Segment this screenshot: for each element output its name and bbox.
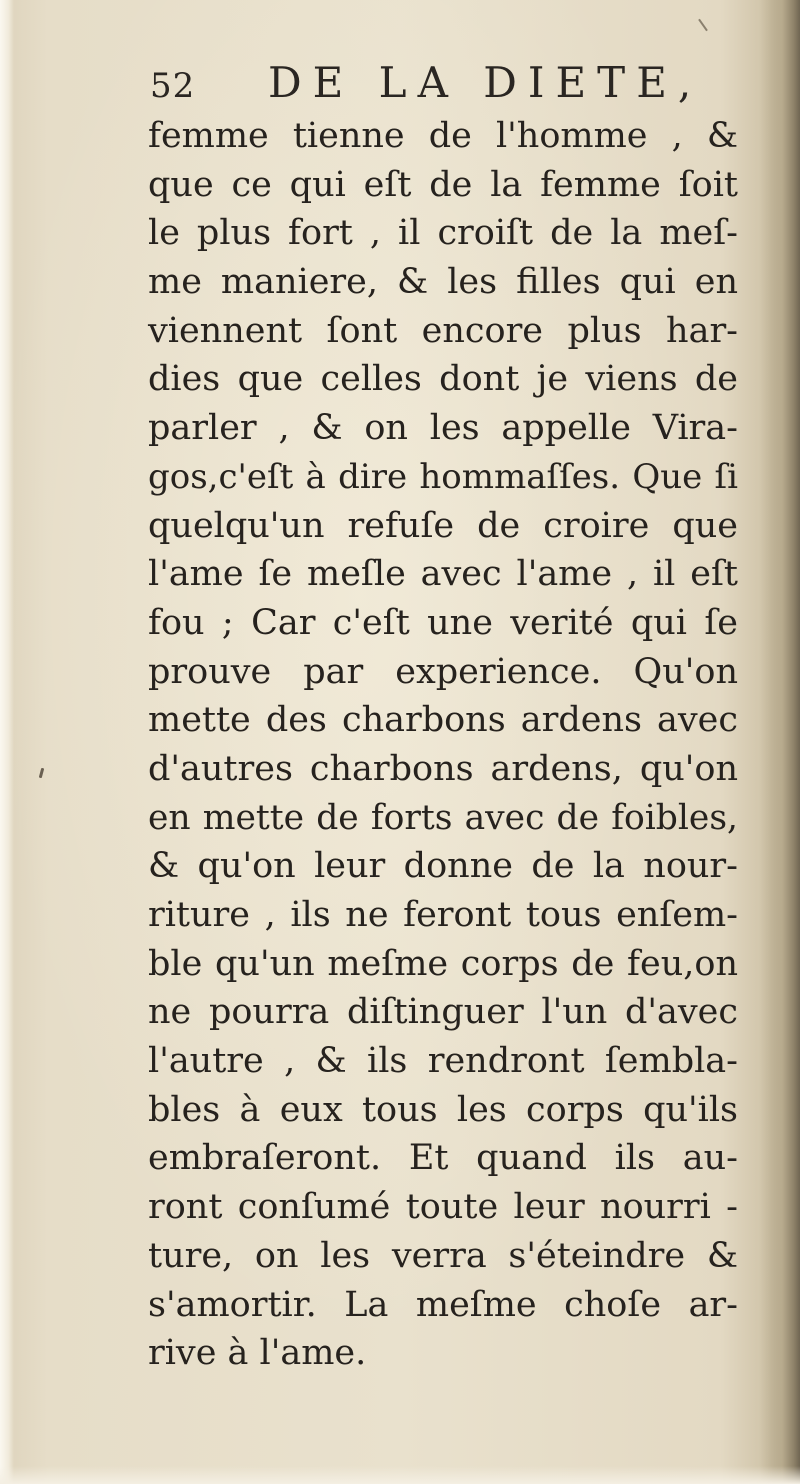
text-line: que ce qui eſt de la femme ſoit (148, 164, 738, 205)
page-left-edge (0, 0, 14, 1484)
text-line: l'ame ſe meſle avec l'ame , il eſt (148, 554, 738, 595)
text-line: quelqu'un refuſe de croire que (148, 505, 738, 546)
text-line: embraſeront. Et quand ils au- (148, 1138, 738, 1179)
text-line: rive à l'ame. (148, 1333, 367, 1374)
body-text (148, 112, 738, 1378)
text-line: ne pourra diſtinguer l'un d'avec (148, 992, 738, 1033)
text-line: l'autre , & ils rendront ſembla- (148, 1041, 738, 1082)
text-line: s'amortir. La meſme choſe ar- (148, 1284, 738, 1325)
text-line: en mette de forts avec de foibles, (148, 797, 738, 838)
text-line: ront conſumé toute leur nourri - (148, 1187, 738, 1228)
text-line: viennent ſont encore plus har- (148, 310, 738, 351)
text-line: ble qu'un meſme corps de feu,on (148, 943, 738, 984)
page-number: 52 (150, 66, 196, 106)
text-line: & qu'on leur donne de la nour- (148, 846, 738, 887)
text-line: d'autres charbons ardens, qu'on (148, 748, 738, 789)
running-head (150, 56, 703, 110)
text-line: mette des charbons ardens avec (148, 700, 738, 741)
text-line: femme tienne de l'homme , & (148, 116, 738, 156)
text-line: le plus fort , il croiſt de la meſ- (148, 213, 738, 254)
page-gutter-shadow (760, 0, 800, 1484)
text-line: gos,c'eſt à dire hommaſſes. Que ſi (148, 456, 738, 497)
text-line: fou ; Car c'eſt une verité qui ſe (148, 602, 738, 643)
text-line: me maniere, & les filles qui en (148, 262, 738, 303)
page-bottom-edge (0, 1466, 800, 1484)
text-line: riture , ils ne feront tous enſem- (148, 895, 738, 935)
text-line: dies que celles dont je viens de (148, 359, 738, 400)
text-line: bles à eux tous les corps qu'ils (148, 1089, 738, 1130)
text-line: parler , & on les appelle Vira- (148, 408, 738, 449)
running-head-title: DE LA DIETE, (268, 58, 703, 107)
ink-speck (39, 768, 44, 778)
ink-speck (698, 19, 708, 32)
text-line: ture, on les verra s'éteindre & (148, 1235, 738, 1276)
text-line: prouve par experience. Qu'on (148, 651, 738, 692)
